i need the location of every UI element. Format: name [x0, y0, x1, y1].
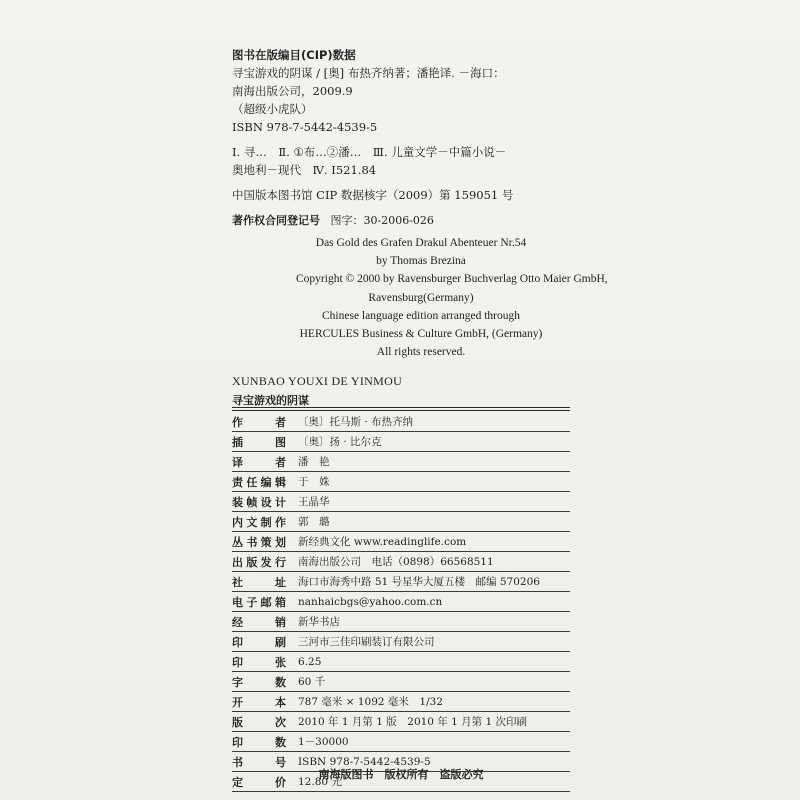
detail-key: 插图 — [232, 435, 286, 449]
detail-key: 印刷 — [232, 635, 286, 649]
detail-value: 南海出版公司 电话（0898）66568511 — [298, 556, 494, 568]
detail-key: 责任编辑 — [232, 475, 286, 489]
detail-row — [232, 492, 570, 512]
english-copyright-block — [296, 234, 608, 361]
cip-line: 寻宝游戏的阴谋 / [奥] 布热齐纳著；潘艳译. －海口： — [232, 66, 505, 80]
english-line: Das Gold des Grafen Drakul Abenteuer Nr.54 — [315, 237, 527, 249]
detail-key: 字数 — [232, 675, 286, 689]
detail-value: 〔奥〕托马斯 · 布热齐纳 — [298, 416, 414, 428]
detail-row — [232, 592, 570, 612]
detail-key: 社址 — [232, 575, 286, 589]
detail-value: nanhaicbgs@yahoo.com.cn — [298, 595, 443, 608]
detail-row — [232, 672, 570, 692]
english-line: Chinese language edition arranged through — [322, 309, 520, 322]
cip-line: 南海出版公司，2009.9 — [232, 84, 353, 98]
copyright-footer: 南海版图书 版权所有 盗版必究 — [318, 768, 484, 781]
detail-row — [232, 472, 570, 492]
cip-line: ISBN 978-7-5442-4539-5 — [232, 120, 378, 134]
detail-value: 王晶华 — [298, 496, 330, 508]
detail-value: 新华书店 — [298, 616, 340, 628]
detail-row — [232, 652, 570, 672]
english-line: by Thomas Brezina — [376, 255, 466, 268]
registration-value: 图字：30-2006-026 — [330, 214, 434, 227]
detail-key: 开本 — [232, 695, 286, 709]
detail-key: 经销 — [232, 615, 286, 629]
detail-key: 内文制作 — [232, 515, 286, 529]
cip-classification-line: Ⅰ. 寻… Ⅱ. ①布…②潘… Ⅲ. 儿童文学－中篇小说－ — [232, 145, 507, 159]
detail-key: 丛书策划 — [232, 535, 286, 549]
detail-value: ISBN 978-7-5442-4539-5 — [298, 755, 431, 768]
divider-top-inner — [232, 410, 570, 411]
detail-row — [232, 532, 570, 552]
detail-key: 出版发行 — [232, 555, 286, 569]
detail-value: 海口市海秀中路 51 号星华大厦五楼 邮编 570206 — [298, 576, 540, 588]
english-line: HERCULES Business & Culture GmbH, (Germany) — [299, 328, 543, 341]
divider-top — [232, 407, 570, 408]
detail-row — [232, 632, 570, 652]
detail-key: 书号 — [232, 755, 286, 769]
detail-row — [232, 572, 570, 592]
detail-row — [232, 452, 570, 472]
detail-value: 1－30000 — [298, 736, 349, 748]
detail-key: 作者 — [232, 415, 286, 429]
detail-value: 新经典文化 www.readinglife.com — [298, 536, 467, 548]
cip-verification: 中国版本图书馆 CIP 数据核字（2009）第 159051 号 — [232, 188, 514, 202]
publication-details-table — [232, 412, 570, 792]
detail-value: 三河市三佳印刷装订有限公司 — [298, 636, 435, 648]
detail-row — [232, 432, 570, 452]
detail-value: 60 千 — [298, 676, 326, 688]
cip-line: （超级小虎队） — [232, 102, 313, 116]
english-line: All rights reserved. — [376, 346, 466, 359]
detail-value: 12.80 元 — [298, 776, 342, 788]
detail-value: 2010 年 1 月第 1 版 2010 年 1 月第 1 次印刷 — [298, 716, 528, 728]
cip-classification-line: 奥地利－现代 Ⅳ. I521.84 — [232, 163, 377, 177]
cip-data-block — [232, 46, 632, 204]
detail-value: 于 姝 — [298, 476, 330, 488]
detail-row — [232, 412, 570, 432]
detail-key: 印张 — [232, 655, 286, 669]
copyright-registration — [232, 212, 434, 228]
detail-key: 译者 — [232, 455, 286, 469]
english-line: Ravensburg(Germany) — [368, 291, 474, 304]
registration-label: 著作权合同登记号 — [232, 214, 320, 227]
detail-key: 电子邮箱 — [232, 595, 286, 609]
detail-key: 印数 — [232, 735, 286, 749]
detail-row — [232, 612, 570, 632]
detail-key: 版次 — [232, 715, 286, 729]
detail-value: 787 毫米 × 1092 毫米 1/32 — [298, 696, 443, 708]
book-title-pinyin: XUNBAO YOUXI DE YINMOU — [232, 374, 403, 388]
book-title-chinese: 寻宝游戏的阴谋 — [232, 394, 309, 407]
cip-heading: 图书在版编目(CIP)数据 — [232, 48, 356, 62]
detail-row — [232, 552, 570, 572]
english-line: Copyright © 2000 by Ravensburger Buchverlag Otto Maier GmbH, — [296, 273, 608, 286]
detail-value: 潘 艳 — [298, 456, 330, 468]
detail-row — [232, 712, 570, 732]
detail-value: 郭 璐 — [298, 516, 330, 528]
detail-value: 〔奥〕扬 · 比尔克 — [298, 436, 382, 448]
detail-row — [232, 512, 570, 532]
detail-value: 6.25 — [298, 655, 322, 668]
detail-key: 装帧设计 — [232, 495, 286, 509]
detail-key: 定价 — [232, 775, 286, 789]
detail-row — [232, 732, 570, 752]
detail-row — [232, 692, 570, 712]
